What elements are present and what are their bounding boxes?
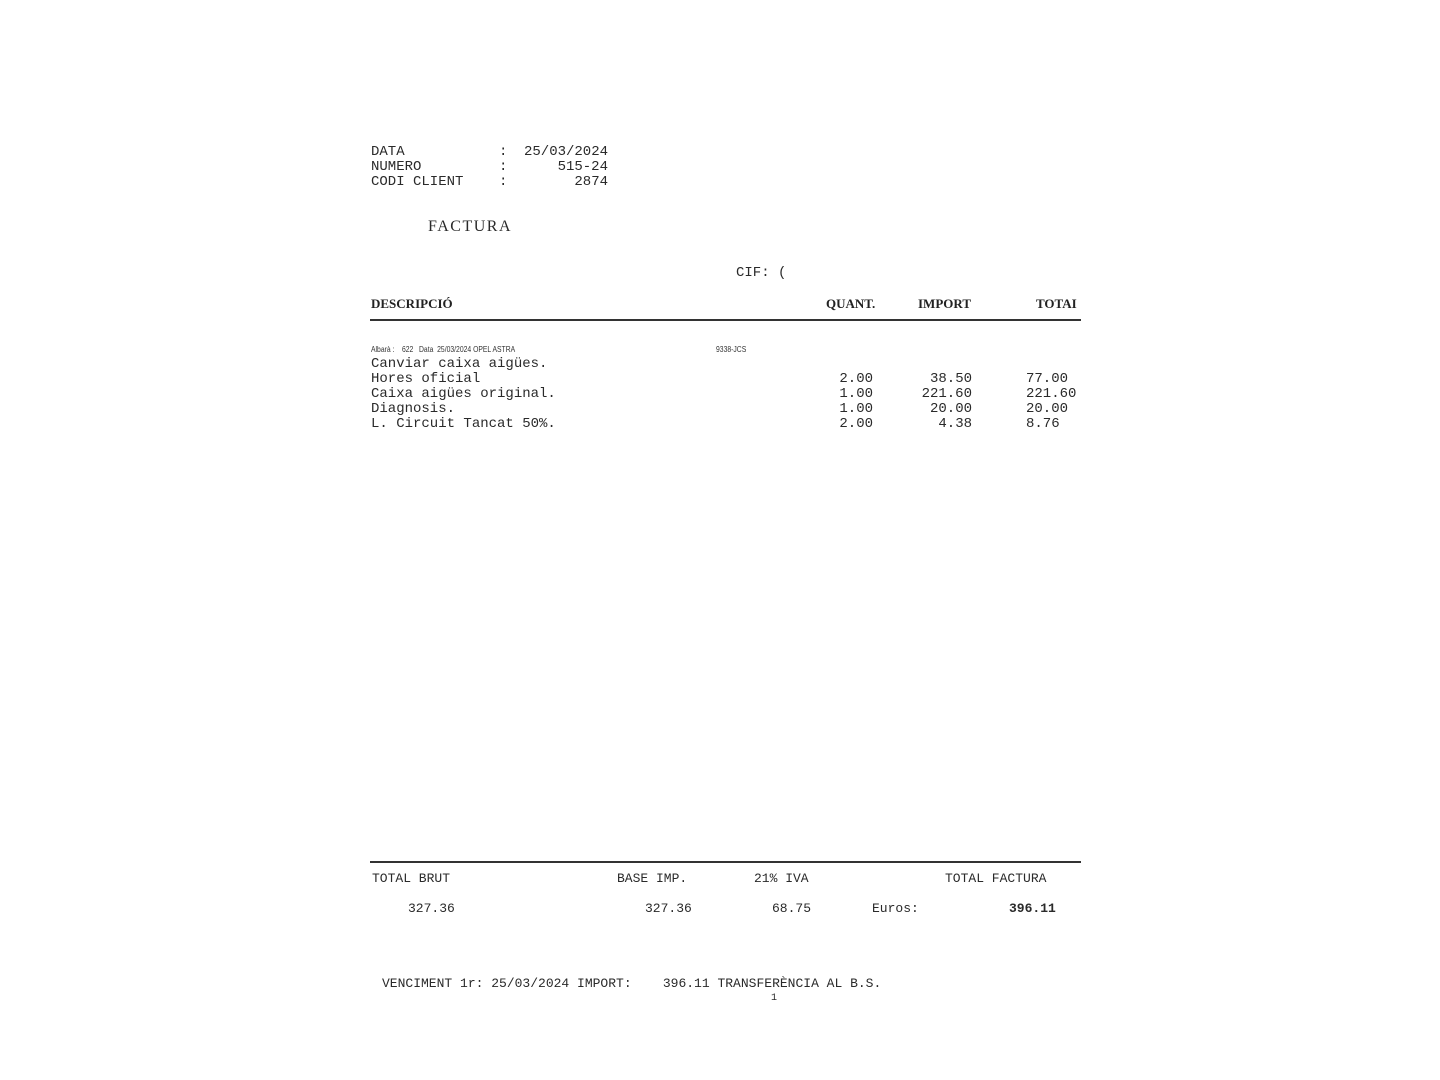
table-row <box>0 402 1440 417</box>
line-total <box>1000 417 1080 437</box>
line-description: L. Circuit Tancat 50%. <box>371 416 556 432</box>
invoice-title: FACTURA <box>428 218 512 235</box>
number-colon: : <box>499 159 508 175</box>
total-brut-value: 327.36 <box>408 901 455 916</box>
due-date-mark: 1 <box>771 993 778 1004</box>
delivery-note-line: Albarà : 622 Data 25/03/2024 OPEL ASTRA <box>371 345 516 354</box>
client-code-label: CODI CLIENT <box>371 174 464 190</box>
line-quantity: 2.00 <box>839 371 873 387</box>
table-row <box>0 417 1440 432</box>
table-row <box>0 357 1440 372</box>
due-date-line: VENCIMENT 1r: 25/03/2024 IMPORT: 396.11 TRANSFERÈNCIA AL B.S. <box>382 976 882 991</box>
cif-label: CIF: ( <box>736 265 787 281</box>
line-quantity: 1.00 <box>839 401 873 417</box>
line-description: Hores oficial <box>371 371 481 387</box>
iva-value: 68.75 <box>772 901 812 916</box>
totals-divider <box>370 861 1081 863</box>
line-import: 20.00 <box>929 401 972 417</box>
total-brut-label: TOTAL BRUT <box>372 871 451 886</box>
invoice-lines <box>0 357 1440 432</box>
date-colon: : <box>499 144 508 160</box>
line-description: Caixa aigües original. <box>371 386 556 402</box>
table-row <box>0 387 1440 402</box>
client-code-value: 2874 <box>574 174 608 190</box>
header-divider <box>370 319 1081 321</box>
euros-label: Euros: <box>872 901 919 916</box>
total-invoice-value: 396.11 <box>1009 901 1056 916</box>
line-total <box>1000 357 1080 372</box>
number-value: 515-24 <box>557 159 608 175</box>
line-total-value: 221.60 <box>1026 387 1077 402</box>
license-plate: 9338-JCS <box>716 345 747 354</box>
client-code-colon: : <box>499 174 508 190</box>
line-description: Canviar caixa aigües. <box>371 356 548 372</box>
line-total-value: 8.76 <box>1026 417 1060 432</box>
base-imp-value: 327.36 <box>645 901 692 916</box>
table-row <box>0 372 1440 387</box>
base-imp-label: BASE IMP. <box>617 871 688 886</box>
line-quantity: 2.00 <box>839 416 873 432</box>
line-import: 38.50 <box>929 371 972 387</box>
column-header-description: DESCRIPCIÓ <box>371 296 453 311</box>
column-header-import: IMPORT <box>918 296 971 311</box>
column-header-quantity: QUANT. <box>826 296 876 311</box>
line-import: 4.38 <box>938 416 972 432</box>
line-import: 221.60 <box>921 386 972 402</box>
line-total-value: 20.00 <box>1026 402 1069 417</box>
iva-label: 21% IVA <box>754 871 809 886</box>
date-label: DATA <box>371 144 405 160</box>
column-header-total: TOTAI <box>1036 296 1077 311</box>
line-total-value: 77.00 <box>1026 372 1069 387</box>
total-invoice-label: TOTAL FACTURA <box>945 871 1047 886</box>
number-label: NUMERO <box>371 159 422 175</box>
line-description: Diagnosis. <box>371 401 456 417</box>
line-quantity: 1.00 <box>839 386 873 402</box>
date-value: 25/03/2024 <box>523 144 608 160</box>
